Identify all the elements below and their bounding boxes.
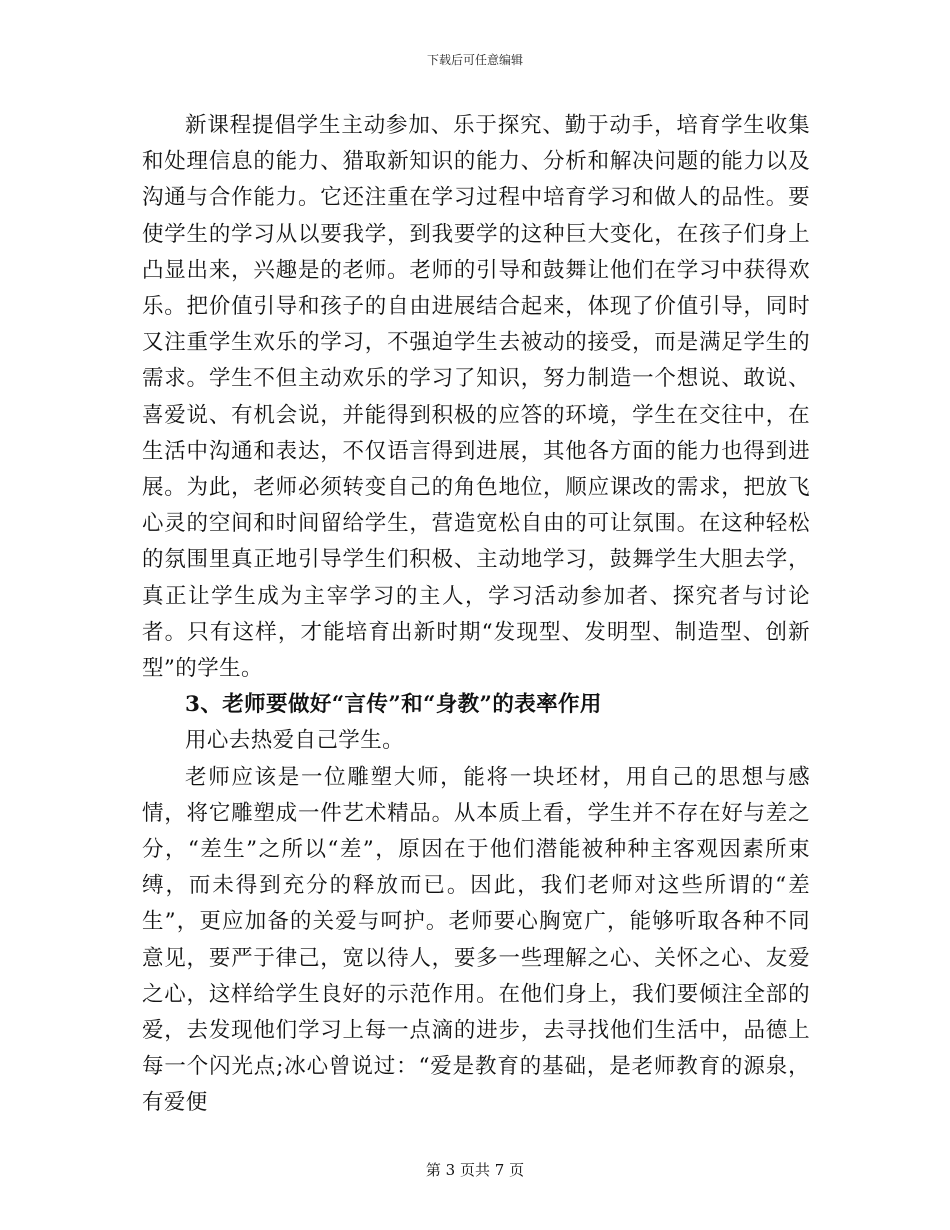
paragraph-1: 新课程提倡学生主动参加、乐于探究、勤于动手，培育学生收集和处理信息的能力、猎取新知识的能力、分析和解决问题的能力以及沟通与合作能力。它还注重在学习过程中培育学习和做人的品性。要使学生的学习从以要我学，到我要学的这种巨大变化，在孩子们身上凸显出来，兴趣是的老师。老师的引导和鼓舞让他们在学习中获得欢乐。把价值引导和孩子的自由进展结合起来，体现了价值引导，同时又注重学生欢乐的学习，不强迫学生去被动的接受，而是满足学生的需求。学生不但主动欢乐的学习了知识，努力制造一个想说、敢说、喜爱说、有机会说，并能得到积极的应答的环境，学生在交往中，在生活中沟通和表达，不仅语言得到进展，其他各方面的能力也得到进展。为此，老师必须转变自己的角色地位，顺应课改的需求，把放飞心灵的空间和时间留给学生，营造宽松自由的可让氛围。在这种轻松的氛围里真正地引导学生们积极、主动地学习，鼓舞学生大胆去学，真正让学生成为主宰学习的主人，学习活动参加者、探究者与讨论者。只有这样，才能培育出新时期“发现型、发明型、制造型、创新型”的学生。 <box>142 113 810 682</box>
section-heading: 3、老师要做好“言传”和“身教”的表率作用 <box>185 692 602 718</box>
paragraph-2: 用心去热爱自己学生。 <box>185 728 405 754</box>
page-footer: 第 3 页共 7 页 <box>425 1161 525 1179</box>
paragraph-3: 老师应该是一位雕塑大师，能将一块坯材，用自己的思想与感情，将它雕塑成一件艺术精品。从本质上看，学生并不存在好与差之分，“差生”之所以“差”，原因在于他们潜能被种种主客观因素所束缚，而未得到充分的释放而已。因此，我们老师对这些所谓的“差生”，更应加备的关爱与呵护。老师要心胸宽广，能够听取各种不同意见，要严于律己，宽以待人，要多一些理解之心、关怀之心、友爱之心，这样给学生良好的示范作用。在他们身上，我们要倾注全部的爱，去发现他们学习上每一点滴的进步，去寻找他们生活中，品德上每一个闪光点;冰心曾说过：“爱是教育的基础，是老师教育的源泉，有爱便 <box>142 764 810 1116</box>
page-header: 下载后可任意编辑 <box>426 53 523 67</box>
document-body <box>142 108 810 1122</box>
